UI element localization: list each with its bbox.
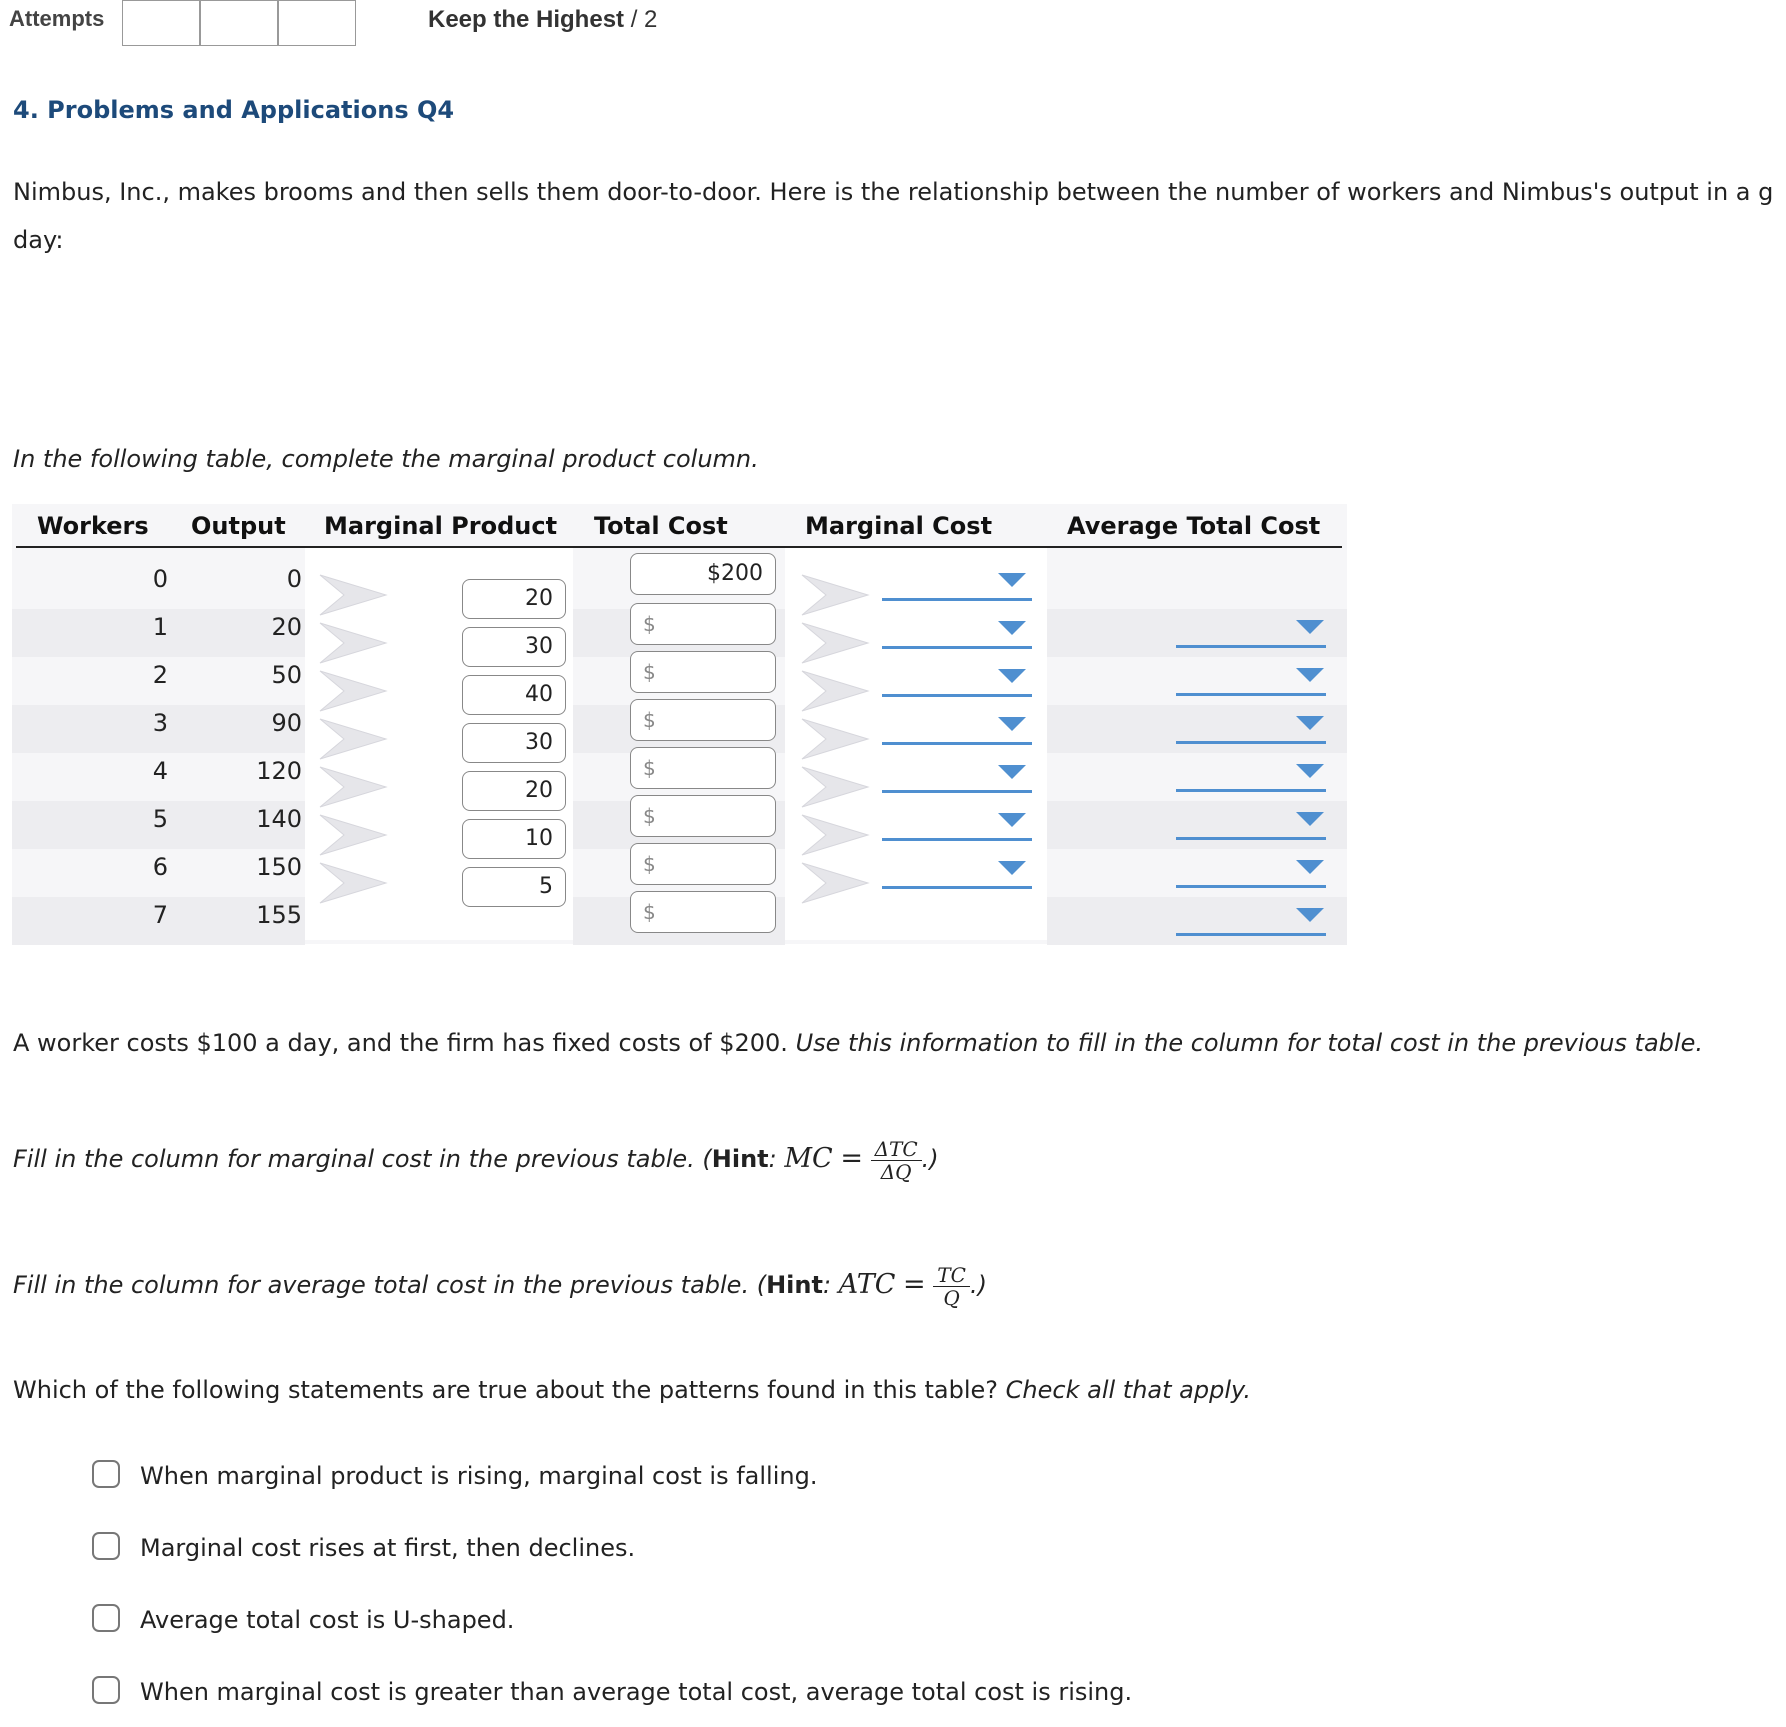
dollar-sign: $ (643, 660, 656, 684)
checkbox[interactable] (92, 1604, 120, 1632)
dollar-sign: $ (643, 852, 656, 876)
output-cell: 120 (256, 757, 302, 785)
atc-dropdown[interactable] (1176, 860, 1326, 888)
workers-cell: 6 (152, 853, 168, 881)
total-cost-input[interactable] (630, 795, 776, 837)
dropdown-underline (1176, 789, 1326, 792)
mc-dropdown[interactable] (882, 861, 1032, 889)
mc-chevron-icon (800, 621, 870, 665)
total-cost-input[interactable] (630, 843, 776, 885)
header-marginal-cost: Marginal Cost (805, 512, 993, 540)
dropdown-arrow-icon (1296, 908, 1324, 922)
dollar-sign: $ (643, 612, 656, 636)
atc-dropdown[interactable] (1176, 620, 1326, 648)
dollar-sign: $ (643, 756, 656, 780)
dropdown-underline (882, 886, 1032, 889)
dropdown-arrow-icon (998, 717, 1026, 731)
mc-chevron-icon (800, 717, 870, 761)
marginal-product-input[interactable]: 30 (462, 723, 566, 763)
dropdown-underline (882, 694, 1032, 697)
mc-chevron-icon (800, 573, 870, 617)
mp-chevron-icon (318, 861, 388, 905)
header-output: Output (191, 512, 286, 540)
marginal-product-input[interactable]: 40 (462, 675, 566, 715)
dropdown-arrow-icon (998, 669, 1026, 683)
mc-dropdown[interactable] (882, 813, 1032, 841)
dropdown-arrow-icon (1296, 716, 1324, 730)
mc-chevron-icon (800, 765, 870, 809)
dropdown-underline (1176, 837, 1326, 840)
dropdown-underline (1176, 885, 1326, 888)
total-cost-fixed: $200 (630, 553, 776, 595)
dropdown-arrow-icon (1296, 620, 1324, 634)
dropdown-arrow-icon (1296, 812, 1324, 826)
dollar-sign: $ (643, 804, 656, 828)
header-marginal-product: Marginal Product (324, 512, 558, 540)
total-cost-instruction: A worker costs $100 a day, and the firm has fixed costs of $200. Use this information to fill in the column for total cost in the previous table. (13, 1029, 1703, 1057)
dropdown-underline (882, 742, 1032, 745)
workers-cell: 0 (152, 565, 168, 593)
header-average-total-cost: Average Total Cost (1067, 512, 1321, 540)
dropdown-underline (882, 646, 1032, 649)
total-cost-input[interactable] (630, 651, 776, 693)
mp-chevron-icon (318, 669, 388, 713)
mp-chevron-icon (318, 621, 388, 665)
total-cost-input[interactable] (630, 699, 776, 741)
output-cell: 20 (271, 613, 302, 641)
header-total-cost: Total Cost (594, 512, 728, 540)
statements-prompt: Which of the following statements are true about the patterns found in this table? Check all that apply. (13, 1376, 1251, 1404)
workers-cell: 2 (152, 661, 168, 689)
output-cell: 140 (256, 805, 302, 833)
atc-dropdown[interactable] (1176, 764, 1326, 792)
mc-chevron-icon (800, 861, 870, 905)
checkbox[interactable] (92, 1460, 120, 1488)
dropdown-underline (1176, 645, 1326, 648)
output-cell: 150 (256, 853, 302, 881)
dropdown-underline (882, 598, 1032, 601)
dropdown-arrow-icon (998, 813, 1026, 827)
marginal-product-input[interactable]: 10 (462, 819, 566, 859)
total-cost-input[interactable] (630, 603, 776, 645)
atc-dropdown[interactable] (1176, 668, 1326, 696)
total-cost-input[interactable] (630, 747, 776, 789)
dropdown-underline (882, 790, 1032, 793)
mp-chevron-icon (318, 813, 388, 857)
attempt-box-2 (200, 0, 278, 46)
output-cell: 155 (256, 901, 302, 929)
dropdown-underline (882, 838, 1032, 841)
workers-cell: 1 (152, 613, 168, 641)
workers-cell: 4 (152, 757, 168, 785)
workers-cell: 3 (152, 709, 168, 737)
mc-chevron-icon (800, 669, 870, 713)
keep-highest-label: Keep the Highest / 2 (428, 6, 658, 33)
dropdown-arrow-icon (1296, 668, 1324, 682)
dropdown-arrow-icon (1296, 860, 1324, 874)
dropdown-arrow-icon (1296, 764, 1324, 778)
marginal-product-input[interactable]: 30 (462, 627, 566, 667)
intro-text: Nimbus, Inc., makes brooms and then sells them door-to-door. Here is the relationship between the number of workers and Nimbus's output in a g day: (13, 178, 1774, 254)
dropdown-arrow-icon (998, 573, 1026, 587)
dollar-sign: $ (643, 708, 656, 732)
workers-cell: 7 (152, 901, 168, 929)
marginal-product-input[interactable]: 20 (462, 579, 566, 619)
header-workers: Workers (37, 512, 149, 540)
mc-dropdown[interactable] (882, 573, 1032, 601)
mp-chevron-icon (318, 573, 388, 617)
attempt-box-3 (278, 0, 356, 46)
attempts-label: Attempts (9, 6, 105, 31)
output-cell: 50 (271, 661, 302, 689)
dropdown-arrow-icon (998, 765, 1026, 779)
workers-cell: 5 (152, 805, 168, 833)
dropdown-underline (1176, 933, 1326, 936)
dropdown-underline (1176, 741, 1326, 744)
question-title: 4. Problems and Applications Q4 (13, 96, 455, 124)
attempt-box-1 (122, 0, 200, 46)
marginal-product-input[interactable]: 20 (462, 771, 566, 811)
mc-dropdown[interactable] (882, 621, 1032, 649)
total-cost-input[interactable] (630, 891, 776, 933)
mp-chevron-icon (318, 765, 388, 809)
checkbox[interactable] (92, 1676, 120, 1704)
mc-chevron-icon (800, 813, 870, 857)
mc-dropdown[interactable] (882, 717, 1032, 745)
dropdown-arrow-icon (998, 861, 1026, 875)
atc-dropdown[interactable] (1176, 716, 1326, 744)
output-cell: 90 (271, 709, 302, 737)
marginal-product-instruction: In the following table, complete the marginal product column. (13, 445, 759, 473)
marginal-cost-instruction: Fill in the column for marginal cost in the previous table. (Hint: MC = $\frac{\text{ΔTC}}{\Delta Q}$ .) (13, 1136, 939, 1184)
checkbox[interactable] (92, 1532, 120, 1560)
dollar-sign: $ (643, 900, 656, 924)
dropdown-underline (1176, 693, 1326, 696)
atc-dropdown[interactable] (1176, 908, 1326, 936)
header-divider (16, 546, 1342, 548)
marginal-product-input[interactable]: 5 (462, 867, 566, 907)
atc-dropdown[interactable] (1176, 812, 1326, 840)
average-total-cost-instruction: Fill in the column for average total cost in the previous table. (Hint: ATC = $\frac{TC}{Q}$ .) (13, 1262, 987, 1310)
output-cell: 0 (286, 565, 302, 593)
dropdown-arrow-icon (998, 621, 1026, 635)
mp-chevron-icon (318, 717, 388, 761)
mc-dropdown[interactable] (882, 669, 1032, 697)
mc-dropdown[interactable] (882, 765, 1032, 793)
